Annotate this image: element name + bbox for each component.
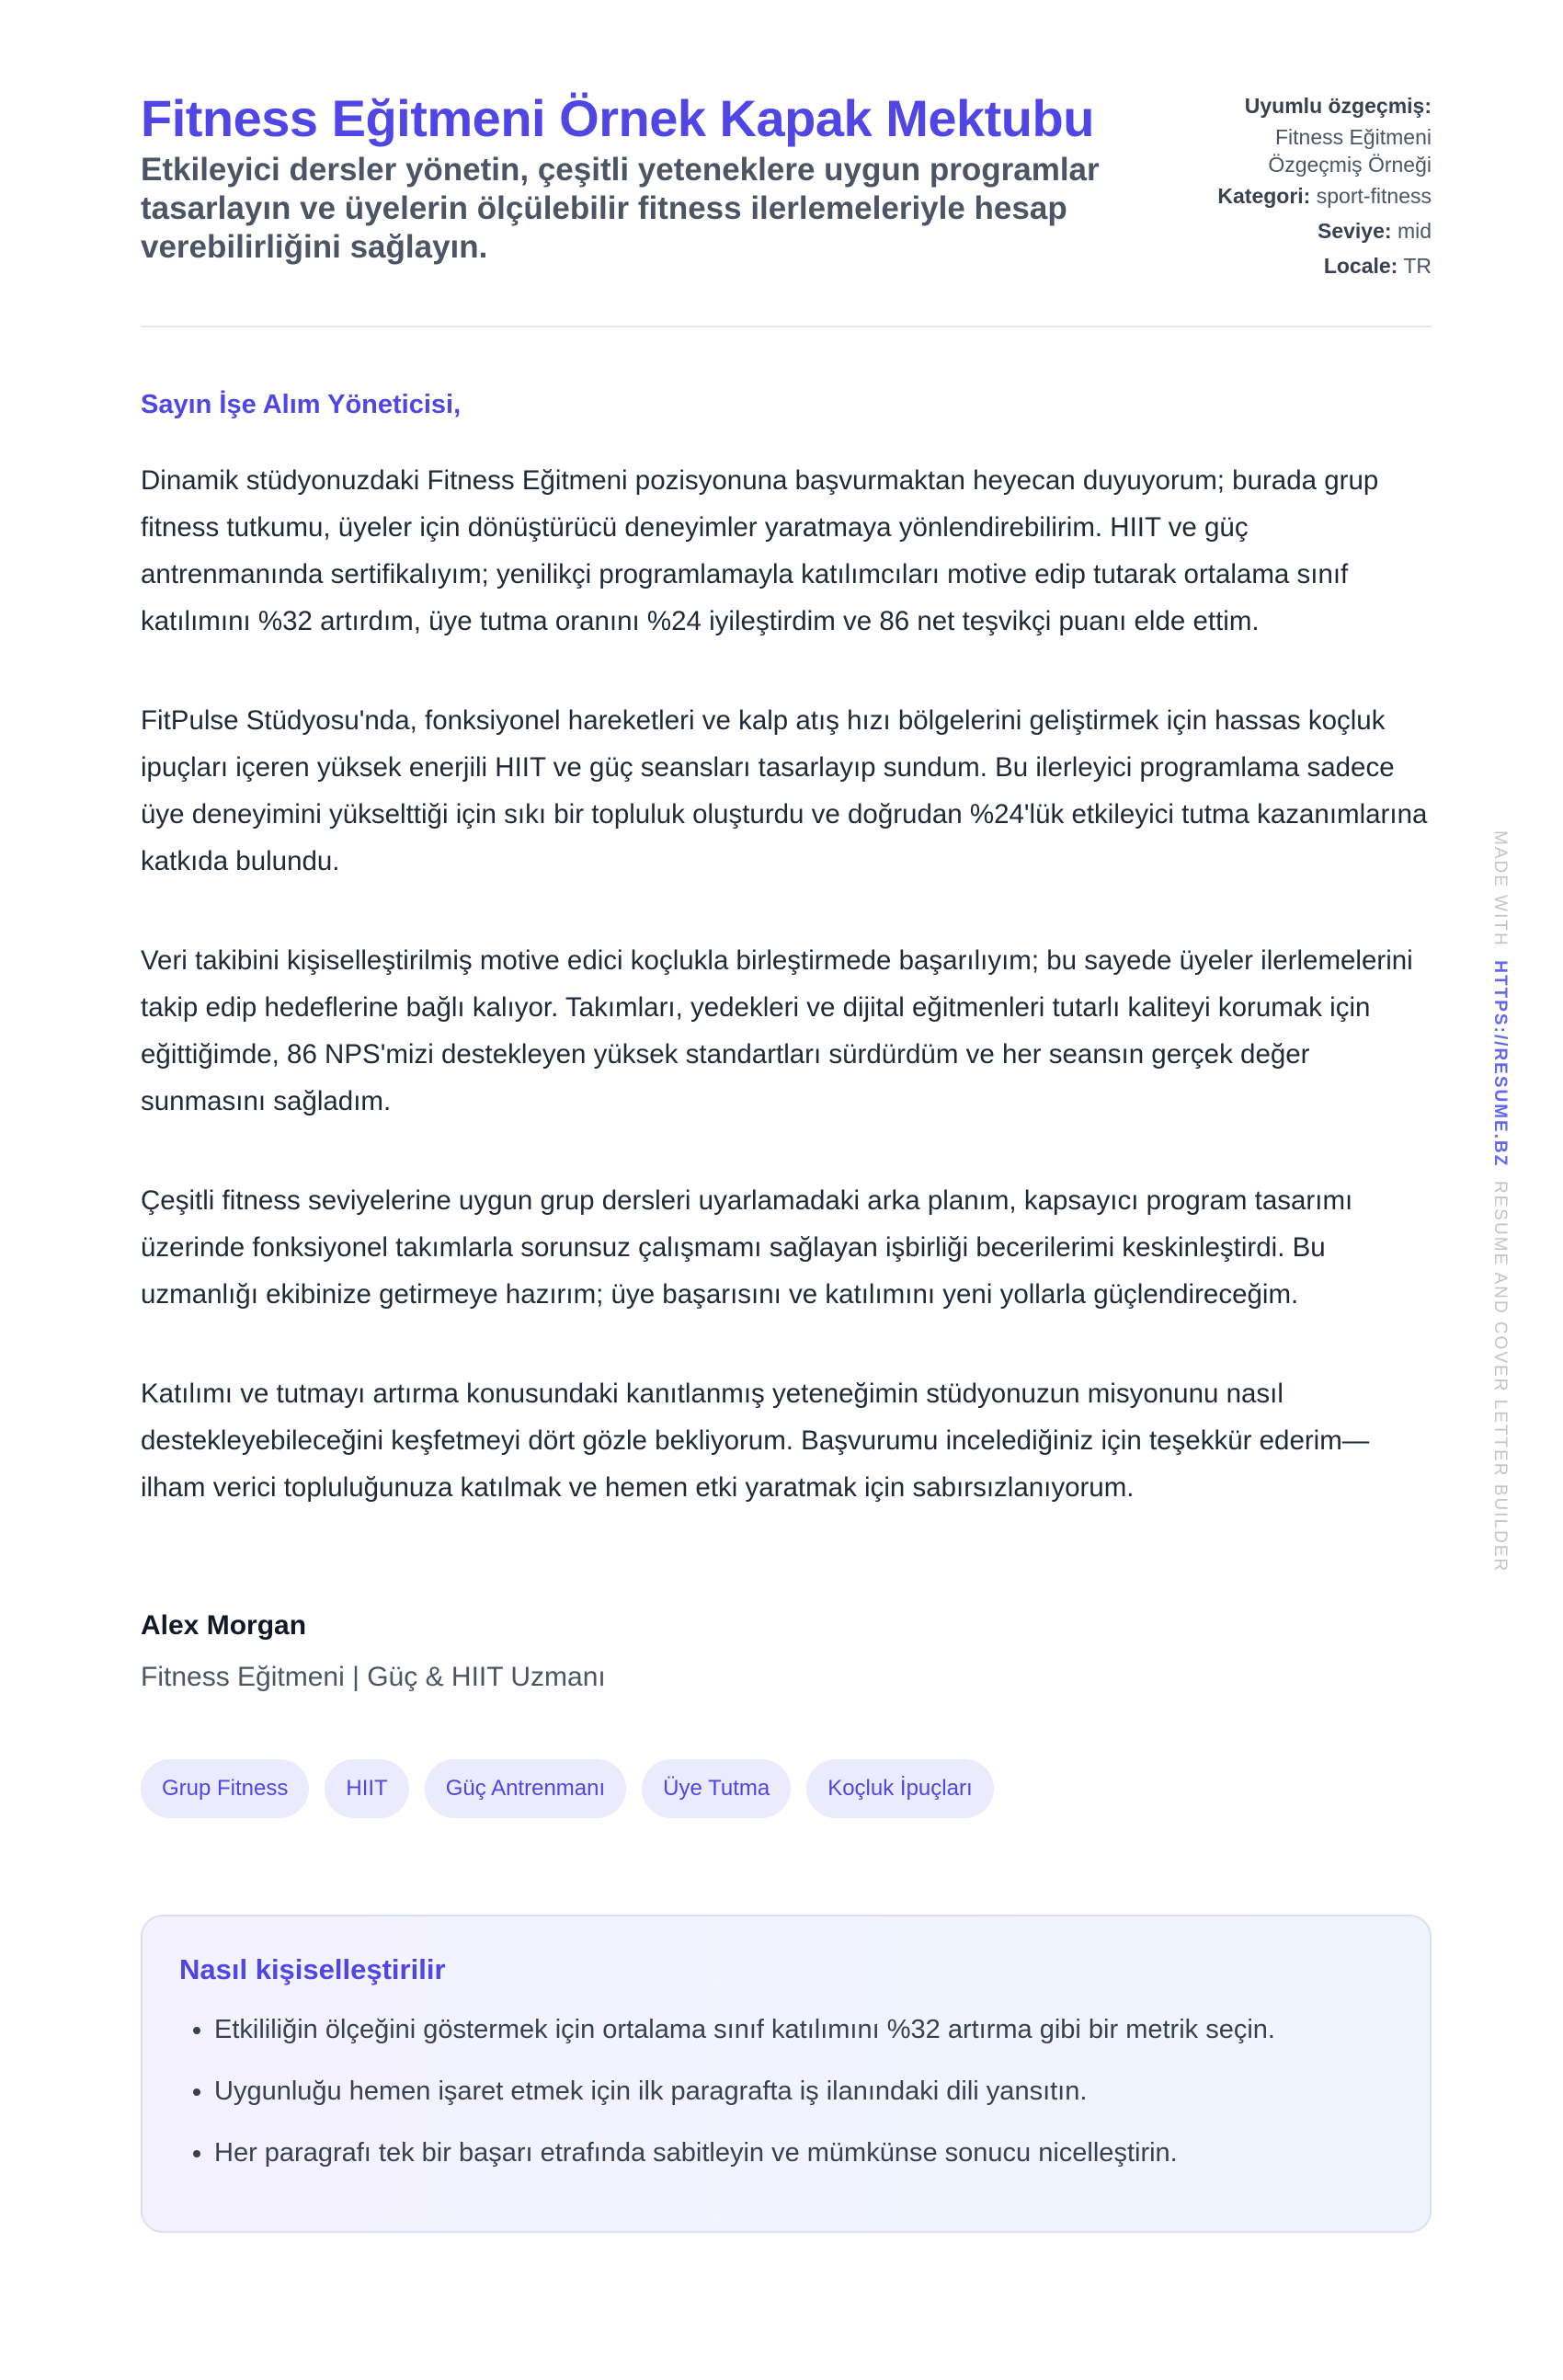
tips-box xyxy=(141,1915,1432,2233)
category-label: Kategori: xyxy=(1217,184,1311,208)
meta-info xyxy=(1217,88,1432,283)
letter-paragraph: Katılımı ve tutmayı artırma konusundaki kanıtlanmış yeteneğimin stüdyonuzun misyonunu nasıl destekleyebileceğini keşfetmeyi dört gözle bekliyorum. Başvurumu incelediğiniz için teşekkür ederim—ilham verici topluluğunuza katılmak ve hemen etki yaratmak için sabırsızlanıyorum. xyxy=(141,1379,1370,1503)
skill-tags xyxy=(141,1759,1432,1818)
skill-tag: Koçluk İpuçları xyxy=(806,1759,993,1818)
level-label: Seviye: xyxy=(1317,219,1392,243)
tip-item: • Etkililiğin ölçeğini göstermek için ortalama sınıf katılımını %32 artırma gibi bir metrik seçin. xyxy=(214,2014,1393,2045)
letter-paragraph: Veri takibini kişiselleştirilmiş motive edici koçlukla birleştirmede başarılıyım; bu sayede üyeler ilerlemelerini takip edip hedeflerine bağlı kalıyor. Takımları, yedekleri ve dijital eğitmenleri tutarlı kaliteyi korumak için eğittiğimde, 86 NPS'mizi destekleyen yüksek standartları sürdürdüm ve her seansın gerçek değer sunmasını sağladım. xyxy=(141,945,1413,1116)
resume-value-1[interactable]: Fitness Eğitmeni xyxy=(1274,125,1432,149)
watermark-prefix: MADE WITH xyxy=(1490,830,1510,947)
letter-paragraph: Dinamik stüdyonuzdaki Fitness Eğitmeni pozisyonuna başvurmaktan heyecan duyuyorum; burada grup fitness tutkumu, üyeler için dönüştürücü deneyimler yaratmaya yönlendirebilirim. HIIT ve güç antrenmanında sertifikalıyım; yenilikçi programlamayla katılımcıları motive edip tutarak ortalama sınıf katılımını %32 artırdım, üye tutma oranını %24 iyileştirdim ve 86 net teşvikçi puanı elde ettim. xyxy=(141,465,1379,636)
skill-tag: Üye Tutma xyxy=(642,1759,791,1818)
tips-title: Nasıl kişiselleştirilir xyxy=(179,1953,446,1985)
resume-value-2[interactable]: Özgeçmiş Örneği xyxy=(1268,153,1432,177)
page-subtitle: Etkileyici dersler yönetin, çeşitli yeteneklere uygun programlar tasarlayın ve üyelerin ölçülebilir fitness ilerlemeleriyle hesap verebilirliğini sağlayın. xyxy=(141,152,1100,265)
page-title: Fitness Eğitmeni Örnek Kapak Mektubu xyxy=(141,89,1094,147)
salutation: Sayın İşe Alım Yöneticisi, xyxy=(141,390,462,419)
header xyxy=(141,88,1432,327)
letter-paragraph: FitPulse Stüdyosu'nda, fonksiyonel hareketleri ve kalp atış hızı bölgelerini geliştirmek için hassas koçluk ipuçları içeren yüksek enerjili HIIT ve güç seansları tasarlayıp sundum. Bu ilerleyici programlama sadece üye deneyimini yükselttiği için sıkı bir topluluk oluşturdu ve doğrudan %24'lük etkileyici tutma kazanımlarına katkıda bulundu. xyxy=(141,705,1428,876)
watermark-link[interactable]: HTTPS://RESUME.BZ xyxy=(1490,960,1510,1168)
locale-value: TR xyxy=(1403,254,1432,278)
tip-item: • Uygunluğu hemen işaret etmek için ilk paragrafta iş ilanındaki dili yansıtın. xyxy=(214,2076,1393,2107)
category-value: sport-fitness xyxy=(1316,184,1432,208)
locale-label: Locale: xyxy=(1323,254,1398,278)
signature-name: Alex Morgan xyxy=(141,1610,307,1641)
cover-letter-page xyxy=(141,88,1432,2233)
tip-item: • Her paragrafı tek bir başarı etrafında sabitleyin ve mümkünse sonucu nicelleştirin. xyxy=(214,2137,1393,2168)
signature-role: Fitness Eğitmeni | Güç & HIIT Uzmanı xyxy=(141,1662,606,1692)
skill-tag: HIIT xyxy=(325,1759,408,1818)
watermark xyxy=(1489,830,1510,1573)
resume-label: Uyumlu özgeçmiş: xyxy=(1244,94,1432,118)
skill-tag: Grup Fitness xyxy=(141,1759,309,1818)
letter-paragraph: Çeşitli fitness seviyelerine uygun grup dersleri uyarlamadaki arka planım, kapsayıcı program tasarımı üzerinde fonksiyonel takımlarla sorunsuz çalışmamı sağlayan işbirliği becerilerimi keskinleştirdi. Bu uzmanlığı ekibinize getirmeye hazırım; üye başarısını ve katılımını yeni yollarla güçlendireceğim. xyxy=(141,1185,1353,1310)
watermark-suffix: RESUME AND COVER LETTER BUILDER xyxy=(1490,1180,1510,1573)
skill-tag: Güç Antrenmanı xyxy=(425,1759,626,1818)
level-value: mid xyxy=(1397,219,1432,243)
